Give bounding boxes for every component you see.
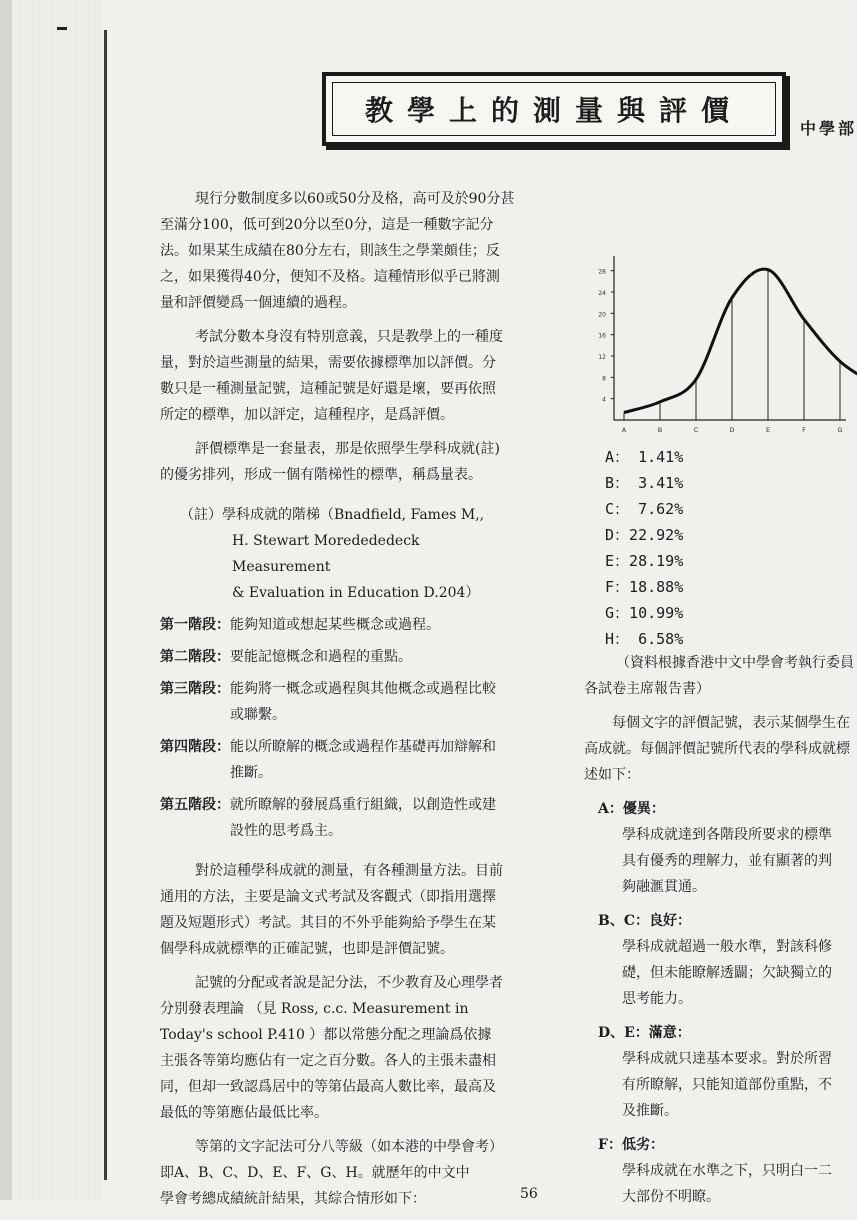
x-tick-label-B: B xyxy=(657,426,663,434)
paragraph-p3 xyxy=(160,436,520,488)
percentage-row: H： 6.58% xyxy=(605,630,684,648)
grade-percent: 18.88% xyxy=(629,578,684,596)
grade-letter: B xyxy=(605,474,615,492)
grade-line: 具有優秀的理解力，並有顯著的判 xyxy=(622,853,832,869)
note-line: & Evaluation in Education D.204） xyxy=(232,585,480,601)
intro-line: 每個文字的評價記號，表示某個學生在 xyxy=(612,715,850,731)
text-line: 等第的文字記法可分八等級（如本港的中學會考） xyxy=(195,1139,503,1155)
grade-letter: E xyxy=(605,552,615,570)
x-tick-label-D: D xyxy=(729,426,735,434)
text-line: 記號的分配或者說是記分法，不少教育及心理學者 xyxy=(195,975,503,991)
stage-label: 第三階段： xyxy=(160,681,230,697)
text-line: Today's school P.410 ）都以常態分配之理論爲依據 xyxy=(160,1027,492,1043)
grade-description xyxy=(584,934,848,1012)
grade-description xyxy=(584,1046,848,1124)
grade-heading: F：低劣： xyxy=(598,1137,664,1153)
grade-line: 學科成就達到各階段所要求的標準 xyxy=(622,827,832,843)
grade-line: 夠融滙貫通。 xyxy=(622,879,706,895)
y-tick-label: 28 xyxy=(598,268,606,276)
percentage-row: A： 1.41% xyxy=(605,448,684,466)
spacer xyxy=(584,788,848,796)
y-tick-label: 16 xyxy=(598,332,606,340)
stage-line: 要能記憶概念和過程的重點。 xyxy=(230,649,412,665)
stage-label: 第二階段： xyxy=(160,649,230,665)
grade-percent: 28.19% xyxy=(629,552,684,570)
citation-note xyxy=(160,502,520,606)
spacer xyxy=(160,850,520,858)
percentage-row: E：28.19% xyxy=(605,552,684,570)
stage-3 xyxy=(160,676,520,728)
grade-percent: 3.41% xyxy=(629,474,684,492)
grade-percent: 10.99% xyxy=(629,604,684,622)
percentage-row: C： 7.62% xyxy=(605,500,684,518)
intro-line: 高成就。每個評價記號所代表的學科成就標 xyxy=(584,741,850,757)
percentage-list xyxy=(605,444,825,652)
grade-heading: D、E：滿意： xyxy=(598,1025,691,1041)
percentage-row: G：10.99% xyxy=(605,604,684,622)
grade-letter: F xyxy=(605,578,615,596)
text-line: 法。如果某生成績在80分左右，則該生之學業頗佳；反 xyxy=(160,243,500,259)
grade-line: 大部份不明瞭。 xyxy=(622,1189,720,1205)
page-title: 教學上的測量與評價 xyxy=(364,94,743,127)
grade-percent: 1.41% xyxy=(629,448,684,466)
y-tick-label: 20 xyxy=(598,311,606,319)
x-tick-label-G: G xyxy=(837,426,843,434)
spacer xyxy=(160,1212,520,1220)
grade-letter: H xyxy=(605,630,615,648)
text-line: 的優劣排列，形成一個有階梯性的標準，稱爲量表。 xyxy=(160,467,482,483)
stage-line: 能夠知道或想起某些概念或過程。 xyxy=(230,617,440,633)
spacer xyxy=(160,962,520,970)
stage-text xyxy=(230,612,520,638)
grade-line: 思考能力。 xyxy=(622,991,692,1007)
x-tick-label-C: C xyxy=(693,426,699,434)
page-stack-edge xyxy=(12,0,102,1200)
right-column xyxy=(584,650,854,1210)
stage-1 xyxy=(160,612,520,638)
percentage-row: D：22.92% xyxy=(605,526,684,544)
grade-letter: A xyxy=(605,448,615,466)
paragraph-p1 xyxy=(160,186,520,316)
note-line: H. Stewart Moredededeck Measurement xyxy=(232,533,420,575)
text-line: 同，但却一致認爲居中的等第佔最高人數比率，最高及 xyxy=(160,1079,496,1095)
margin-mark xyxy=(57,27,67,30)
spacer xyxy=(584,1124,848,1132)
stage-line: 能以所瞭解的概念或過程作基礎再加辯解和 xyxy=(230,739,496,755)
x-tick-label-F: F xyxy=(802,426,806,434)
grade-line: 學科成就超過一般水準，對該科修 xyxy=(622,939,832,955)
stage-text xyxy=(230,792,520,844)
stage-text xyxy=(230,644,520,670)
stage-2 xyxy=(160,644,520,670)
grade-percent: 22.92% xyxy=(629,526,684,544)
stage-line: 或聯繫。 xyxy=(230,707,286,723)
y-tick-label: 24 xyxy=(598,290,606,297)
text-line: 之，如果獲得40分，便知不及格。這種情形似乎已將測 xyxy=(160,269,500,285)
spacer xyxy=(584,702,848,710)
y-tick-label: 12 xyxy=(598,354,606,361)
grade-line: 及推斷。 xyxy=(622,1103,678,1119)
text-line: 個學科成就標準的正確記號，也即是評價記號。 xyxy=(160,941,454,957)
stage-line: 就所瞭解的發展爲重行組織，以創造性或建 xyxy=(230,797,496,813)
text-line: 主張各等第均應佔有一定之百分數。各人的主張未盡相 xyxy=(160,1053,496,1069)
grade-heading: A：優異： xyxy=(598,801,665,817)
y-tick-label: 4 xyxy=(602,396,606,404)
text-line: 題及短題形式）考試。其目的不外乎能夠給予學生在某 xyxy=(160,915,496,931)
distribution-curve xyxy=(624,269,857,412)
text-line: 評價標準是一套量表，那是依照學生學科成就(註) xyxy=(195,441,500,457)
grade-line: 有所瞭解，只能知道部份重點，不 xyxy=(622,1077,832,1093)
text-line: 量和評價變爲一個連續的過程。 xyxy=(160,295,356,311)
text-line: 考試分數本身沒有特別意義，只是教學上的一種度 xyxy=(195,329,503,345)
grade-description xyxy=(584,822,848,900)
paragraph-p5 xyxy=(160,970,520,1126)
stage-5 xyxy=(160,792,520,844)
binding-line xyxy=(104,30,107,1180)
text-line: 學會考總成績統計結果，其綜合情形如下： xyxy=(160,1191,426,1207)
grade-heading: B、C：良好： xyxy=(598,913,691,929)
text-line: 對於這種學科成就的測量，有各種測量方法。目前 xyxy=(195,863,503,879)
grade-percent: 7.62% xyxy=(629,500,684,518)
stage-line: 推斷。 xyxy=(230,765,272,781)
title-box xyxy=(322,72,786,146)
source-line: （資料根據香港中文中學會考執行委員 xyxy=(616,655,854,671)
distribution-chart xyxy=(584,248,848,452)
title-box-inner xyxy=(332,82,776,136)
stage-text xyxy=(230,676,520,728)
paragraph-p4 xyxy=(160,858,520,962)
intro-line: 述如下： xyxy=(584,767,640,783)
grade-line: 學科成就只達基本要求。對於所習 xyxy=(622,1051,832,1067)
text-line: 最低的等第應佔最低比率。 xyxy=(160,1105,328,1121)
percentage-row: F：18.88% xyxy=(605,578,684,596)
stage-text xyxy=(230,734,520,786)
text-line: 通用的方法，主要是論文式考試及客觀式（即指用選擇 xyxy=(160,889,496,905)
stage-label: 第四階段： xyxy=(160,739,230,755)
page-edge xyxy=(0,0,12,1200)
y-tick-label: 8 xyxy=(602,375,606,383)
grade-line: 學科成就在水準之下，只明白一二 xyxy=(622,1163,832,1179)
percentage-row: B： 3.41% xyxy=(605,474,684,492)
spacer xyxy=(584,1012,848,1020)
paragraph-p2 xyxy=(160,324,520,428)
note-line: （註）學科成就的階梯（Bnadfield, Fames M,, xyxy=(180,507,485,523)
source-line: 各試卷主席報告書） xyxy=(584,681,710,697)
left-column xyxy=(160,186,520,1220)
spacer xyxy=(160,1126,520,1134)
stage-4 xyxy=(160,734,520,786)
x-tick-label-E: E xyxy=(765,426,771,434)
grade-letter: G xyxy=(605,604,615,622)
paragraph-p6 xyxy=(160,1134,520,1212)
text-line: 所定的標準，加以評定，這種程序，是爲評價。 xyxy=(160,407,454,423)
spacer xyxy=(160,316,520,324)
grade-percent: 6.58% xyxy=(629,630,684,648)
text-line: 量，對於這些測量的結果，需要依據標準加以評價。分 xyxy=(160,355,496,371)
grade-line: 礎，但未能瞭解透闢；欠缺獨立的 xyxy=(622,965,832,981)
text-line: 至滿分100，低可到20分以至0分，這是一種數字記分 xyxy=(160,217,494,233)
text-line: 現行分數制度多以60或50分及格，高可及於90分甚 xyxy=(195,191,515,207)
grade-letter: C xyxy=(605,500,615,518)
page-number: 56 xyxy=(520,1186,538,1202)
section-tag: 中學部 xyxy=(800,119,857,138)
text-line: 即A、B、C、D、E、F、G、H。就歷年的中文中 xyxy=(160,1165,470,1181)
spacer xyxy=(160,488,520,496)
grade-description xyxy=(584,1158,848,1210)
text-line: 數只是一種測量記號，這種記號是好還是壞，要再依照 xyxy=(160,381,496,397)
spacer xyxy=(160,428,520,436)
grade-letter: D xyxy=(605,526,615,544)
stage-label: 第一階段： xyxy=(160,617,230,633)
stage-label: 第五階段： xyxy=(160,797,230,813)
x-tick-label-A: A xyxy=(621,426,627,434)
spacer xyxy=(584,900,848,908)
stage-line: 能夠將一概念或過程與其他概念或過程比較 xyxy=(230,681,496,697)
text-line: 分別發表理論 （見 Ross, c.c. Measurement in xyxy=(160,1001,469,1017)
stage-line: 設性的思考爲主。 xyxy=(230,823,342,839)
